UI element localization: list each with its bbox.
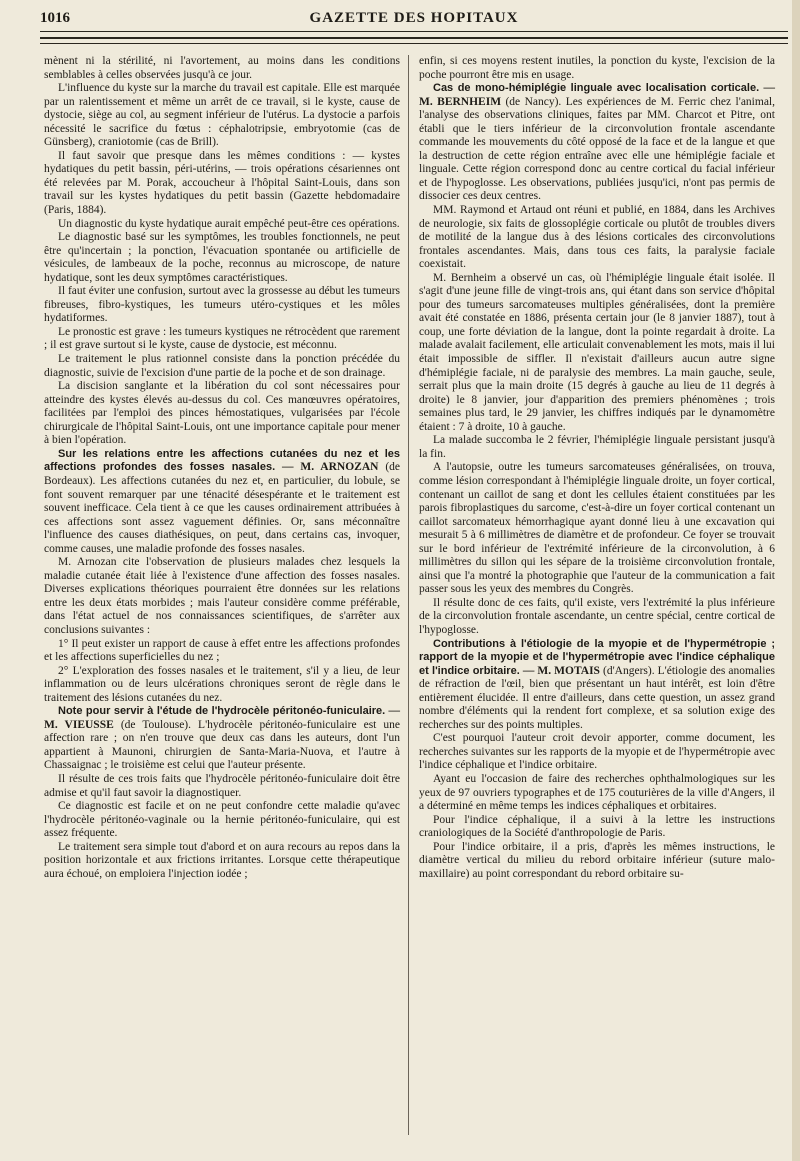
paragraph: Il faut savoir que presque dans les mêmes conditions : — kystes hydatiques du petit bassin, péri-utérins, — trois opérations césariennes ont été relevées par M. Porak, accoucheur à l'hôpital Saint-Louis, dans son travail sur les kystes hydatiques du petit bassin (Gazette hebdomadaire (Paris, 1884). [44,149,400,217]
paragraph: C'est pourquoi l'auteur croit devoir apporter, comme document, les recherches suivantes sur les rapports de la myopie et de l'hypermétropie avec l'indice céphalique et l'indice orbitaire. [419,732,775,772]
paragraph: M. Bernheim a observé un cas, où l'hémiplégie linguale était isolée. Il s'agit d'une jeune fille de vingt-trois ans, qui étant dans son service d'hôpital pour des tumeurs sarcomateuses multiples généralisées, dont la première avait été constatée en 1886, présenta certain jour (le 8 janvier 1887), tout à coup, une forte déviation de la langue, dont la pointe regardait à droite. La malade avalait facilement, elle articulait convenablement les mots, mais il lui était impossible de siffler. Il n'existait d'ailleurs aucun autre signe d'hémiplégie faciale, ni de paralysie des membres. La main gauche, seule, serrait plus que la main droite (15 degrés à gauche au lieu de 11 degrés à droite) le 8 janvier, jour d'apparition des premiers phénomènes ; trois semaines plus tard, le 29 janvier, les chiffres indiqués par le dynamomètre étaient : 7 à droite, 10 à gauche. [419,271,775,433]
paragraph: Il résulte de ces trois faits que l'hydrocèle péritonéo-funiculaire doit être admise et qu'il faut savoir la diagnostiquer. [44,772,400,799]
page-edge [792,0,800,1161]
paragraph: M. Arnozan cite l'observation de plusieurs malades chez lesquels la maladie cutanée était liée à l'existence d'une affection des fosses nasales. Diverses explications théoriques pourraient être données sur les relations entre les deux états morbides ; mais l'auteur considère comme préférable, dans l'état actuel de nos connaissances scientifiques, de s'arrêter aux conclusions suivantes : [44,556,400,636]
section-heading: Cas de mono-hémiplégie linguale avec localisation corticale. [433,82,760,95]
section-author: — M. ARNOZAN [281,461,379,474]
paragraph: L'influence du kyste sur la marche du travail est capitale. Elle est marquée par un ralentissement et même un arrêt de ce travail, si le kyste, cause de dystocie, siège au col, au segment inférieur de l'utérus. La dystocie a parfois nécessité le sacrifice du fœtus : céphalotripsie, embryotomie (cas de Günsberg), craniotomie (cas de Brill). [44,82,400,149]
section-author: — M. VIEUSSE [44,705,400,731]
left-column [44,55,400,881]
header-rule-bottom [40,43,788,44]
section-text: (de Nancy). Les expériences de M. Ferric chez l'animal, l'analyse des observations cliniques, faites par MM. Charcot et Pitre, ont établi que le tiers inférieur de la circonvolution frontale ascendante commande les mouvements du côté opposé de la face et de la langue et que la destruction de cette région entraîne avec elle une hémiplégie faciale et linguale. Cette région correspond donc au centre cortical du facial inférieur et de l'hypoglosse. Les observations, publiées jusqu'ici, n'ont pas permis de dissocier ces deux centres. [419,95,775,203]
header-rule-thick [40,37,788,39]
section-heading: Sur les relations entre les affections cutanées du nez et les affections profondes des fosses nasales. [44,447,400,474]
paragraph: A l'autopsie, outre les tumeurs sarcomateuses généralisées, on trouva, comme lésion correspondant à l'hémiplégie linguale droite, un foyer cortical, contenant un caillot de sang et dont les cellules étaient constituées par les parois fibroplastiques du sarcome, c'est-à-dire un foyer cortical contenant un caillot sarcomateux hémorrhagique ayant donné lieu à une excavation qui mesurait 5 à 6 millimètres de diamètre et de profondeur. Ce foyer se trouvait sur le bord inférieur de l'extrémité inférieure de la circonvolution, à 6 millimètres du sillon qui les sépare de la troisième circonvolution frontale, ainsi que l'a montré la photographie que l'auteur de la communication a fait passer sous les yeux des membres du Congrès. [419,461,775,596]
section-heading: Contributions à l'étiologie de la myopie et de l'hypermétropie ; rapport de la myopie et de l'hypermétropie avec l'indice céphalique et l'indice orbitaire. [419,637,775,677]
paragraph: Pour l'indice orbitaire, il a pris, d'après les mêmes instructions, le diamètre vertical du milieu du rebord orbitaire inférieur (suture malo-maxillaire) au point correspondant du rebord orbitaire su- [419,840,775,880]
paragraph: Le pronostic est grave : les tumeurs kystiques ne rétrocèdent que rarement ; il est grave surtout si le kyste, cause de dystocie, est méconnu. [44,325,400,352]
section-heading: Note pour servir à l'étude de l'hydrocèle péritonéo-funiculaire. [58,705,386,718]
section-arnozan [44,448,400,556]
section-bernheim [419,82,775,204]
page-header [40,8,788,30]
header-rule [40,31,788,32]
paragraph: Il faut éviter une confusion, surtout avec la grossesse au début les tumeurs fibreuses, fibro-kystiques, les tumeurs utéro-cystiques et les môles hydatiformes. [44,285,400,325]
paragraph: Le traitement sera simple tout d'abord et on aura recours au repos dans la position horizontale et aux frictions irritantes. Lorsque cette thérapeutique aura échoué, on emploiera l'injection iodée ; [44,840,400,880]
page-number: 1016 [40,10,70,26]
paragraph: 2° L'exploration des fosses nasales et le traitement, s'il y a lieu, de leur inflammation ou de leurs ulcérations chroniques seront de règle dans le traitement des lésions cutanées du nez. [44,664,400,704]
paragraph: Le traitement le plus rationnel consiste dans la ponction précédée du diagnostic, suivie de l'excision d'une partie de la poche et de son drainage. [44,353,400,379]
section-text: (de Toulouse). L'hydrocèle péritonéo-funiculaire est une affection rare ; on n'en trouve que deux cas dans les auteurs, dont l'un appartient à Maunoni, chirurgien de Santa-Maria-Nuova, et l'autre à Chassaignac ; le troisième est celui que l'auteur présente. [44,718,401,772]
paragraph: Pour l'indice céphalique, il a suivi à la lettre les instructions craniologiques de la Société d'anthropologie de Paris. [419,813,775,840]
section-motais [419,638,775,733]
section-vieusse [44,705,400,773]
paragraph: Ce diagnostic est facile et on ne peut confondre cette maladie qu'avec l'hydrocèle péritonéo-vaginale ou la hernie péritonéo-funiculaire, qui est assez fréquente. [44,800,400,840]
section-text: (de Bordeaux). Les affections cutanées du nez et, en particulier, du lobule, se font souvent remarquer par une ténacité désespérante et le traitement est souvent inefficace. Cela tient à ce que les causes ordinairement attribuées à ces affections sont assez vaguement définies. Or, sans méconnaître l'influence des causes diathésiques, on peut, dans certains cas, invoquer, comme causes, une maladie profonde des fosses nasales. [44,461,400,555]
right-column [419,55,775,881]
section-author: — M. MOTAIS [522,664,600,677]
paragraph: Ayant eu l'occasion de faire des recherches ophthalmologiques sur les yeux de 97 ouvriers typographes et de 175 couturières de la ville d'Angers, il a déterminé en même temps les indices céphaliques et orbitaires. [419,772,775,813]
paragraph: Il résulte donc de ces faits, qu'il existe, vers l'extrémité la plus inférieure de la circonvolution frontale ascendante, un centre spécial, centre cortical de l'hypoglosse. [419,596,775,636]
column-divider [408,55,409,1135]
paragraph: La discision sanglante et la libération du col sont nécessaires pour atteindre des kystes élevés au-dessus du col. Ces manœuvres opératoires, facilitées par l'emploi des pinces hémostatiques, vulgarisées par l'école chirurgicale de l'hôpital Saint-Louis, ont une importance capitale pour mener à bien l'opération. [44,380,400,447]
paragraph: mènent ni la stérilité, ni l'avortement, au moins dans les conditions semblables à celles observées jusqu'à ce jour. [44,55,400,81]
running-title: GAZETTE DES HOPITAUX [309,10,519,26]
paragraph: 1° Il peut exister un rapport de cause à effet entre les affections profondes et les affections superficielles du nez ; [44,637,400,664]
paragraph: Le diagnostic basé sur les symptômes, les troubles fonctionnels, ne peut être qu'incertain ; la ponction, l'évacuation spontanée ou artificielle de vésicules, de lambeaux de la poche, reconnus au microscope, de nature hydatique, sont les deux symptômes caractéristiques. [44,231,400,284]
paragraph: Un diagnostic du kyste hydatique aurait empêché peut-être ces opérations. [58,217,400,230]
section-author: — M. BERNHEIM [419,82,776,108]
section-text: (d'Angers). L'étiologie des anomalies de réfraction de l'œil, bien que présentant un haut intérêt, est loin d'être entièrement élucidée. Il entre d'ailleurs, dans cette question, un assez grand nombre d'éléments qui la rendent fort complexe, et sa solution exige des recherches sur des points multiples. [419,664,776,731]
paragraph: enfin, si ces moyens restent inutiles, la ponction du kyste, l'excision de la poche pourront être mis en usage. [419,55,775,81]
paragraph: MM. Raymond et Artaud ont réuni et publié, en 1884, dans les Archives de neurologie, six faits de glossoplégie corticale ou plutôt de troubles divers de motilité de la langue dus à des lésions corticales des circonvolutions frontales ascendantes. Mais, dans tous ces faits, la paralysie faciale coexistait. [419,204,775,271]
paragraph: La malade succomba le 2 février, l'hémiplégie linguale persistant jusqu'à la fin. [419,434,775,460]
